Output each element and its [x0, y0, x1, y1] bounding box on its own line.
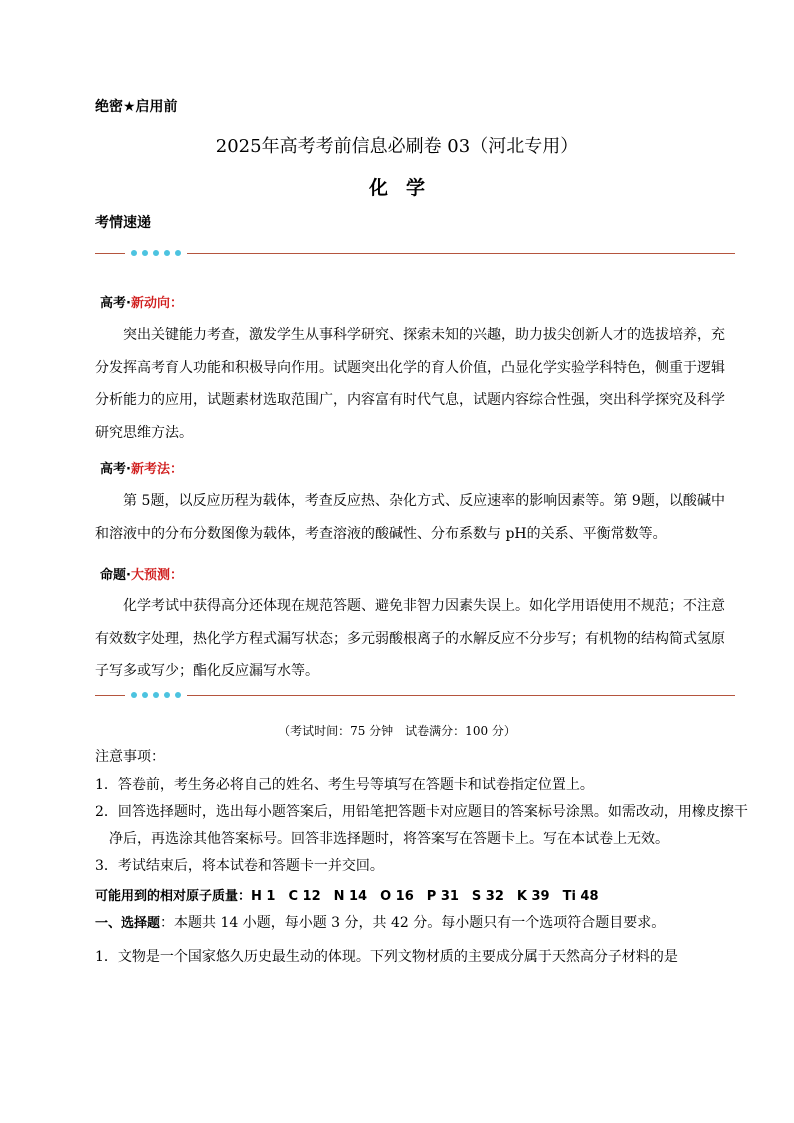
notice-title: 注意事项：: [95, 749, 165, 765]
divider-dot: [175, 692, 181, 698]
notice-item: 3．考试结束后，将本试卷和答题卡一并交回。: [95, 858, 384, 874]
label-accent: 大预测：: [130, 568, 183, 583]
paragraph-new-method: 第 5题，以反应历程为载体，考查反应热、杂化方式、反应速率的影响因素等。第 9题，以酸碱中和溶液中的分布分数图像为载体，考查溶液的酸碱性、分布系数与 pH的关系、平衡常数等。: [95, 493, 725, 542]
label-prefix: 命题·: [100, 568, 131, 583]
divider-dots: [131, 692, 181, 698]
label-accent: 新动向：: [130, 296, 183, 311]
divider-dot: [164, 692, 170, 698]
question-1: 1．文物是一个国家悠久历史最生动的体现。下列文物材质的主要成分属于天然高分子材料的是: [95, 949, 678, 965]
divider-dots: [131, 250, 181, 256]
divider-line-right: [187, 253, 735, 254]
label-new-trend: [100, 292, 183, 311]
top-secret-label: 绝密★启用前: [95, 99, 178, 115]
paragraph-prediction: 化学考试中获得高分还体现在规范答题、避免非智力因素失误上。如化学用语使用不规范；不注意有效数字处理，热化学方程式漏写状态；多元弱酸根离子的水解反应不分步写；有机物的结构简式氢原子写多或写少；酯化反应漏写水等。: [95, 598, 725, 679]
atomic-masses: 可能用到的相对原子质量：H 1 C 12 N 14 O 16 P 31 S 32 K 39 Ti 48: [95, 889, 599, 904]
divider-dot: [164, 250, 170, 256]
exam-title: 2025年高考考前信息必刷卷 03（河北专用）: [215, 136, 579, 157]
label-new-method: [100, 458, 183, 477]
label-prefix: 高考·: [100, 296, 131, 311]
divider-dot: [131, 250, 137, 256]
divider-dot: [153, 692, 159, 698]
notice-item: 1．答卷前，考生务必将自己的姓名、考生号等填写在答题卡和试卷指定位置上。: [95, 777, 594, 793]
divider-top: [95, 248, 735, 260]
label-accent: 新考法：: [130, 462, 183, 477]
divider-line-left: [95, 253, 125, 254]
section-one-heading: [95, 912, 665, 932]
section-one-rest: ：本题共 14 小题，每小题 3 分，共 42 分。每小题只有一个选项符合题目要求。: [160, 915, 666, 931]
divider-dot: [142, 250, 148, 256]
label-prediction: [100, 564, 183, 583]
paragraph-new-trend: 突出关键能力考查，激发学生从事科学研究、探索未知的兴趣，助力拔尖创新人才的选拔培养，充分发挥高考育人功能和积极导向作用。试题突出化学的育人价值，凸显化学实验学科特色，侧重于逻辑分析能力的应用，试题素材选取范围广，内容富有时代气息，试题内容综合性强，突出科学探究及科学研究思维方法。: [95, 327, 725, 441]
subject-title: 化学: [368, 177, 443, 199]
divider-line-left: [95, 695, 125, 696]
exam-info: （考试时间：75 分钟 试卷满分：100 分）: [278, 724, 516, 738]
overview-heading: 考情速递: [95, 215, 151, 231]
divider-dot: [175, 250, 181, 256]
section-one-lead: 一、选择题: [95, 916, 161, 931]
notice-item: 2．回答选择题时，选出每小题答案后，用铅笔把答题卡对应题目的答案标号涂黑。如需改动，用橡皮擦干净后，再选涂其他答案标号。回答非选择题时，将答案写在答题卡上。写在本试卷上无效。: [95, 804, 748, 847]
divider-bottom: [95, 690, 735, 702]
divider-dot: [142, 692, 148, 698]
divider-line-right: [187, 695, 735, 696]
label-prefix: 高考·: [100, 462, 131, 477]
divider-dot: [153, 250, 159, 256]
divider-dot: [131, 692, 137, 698]
